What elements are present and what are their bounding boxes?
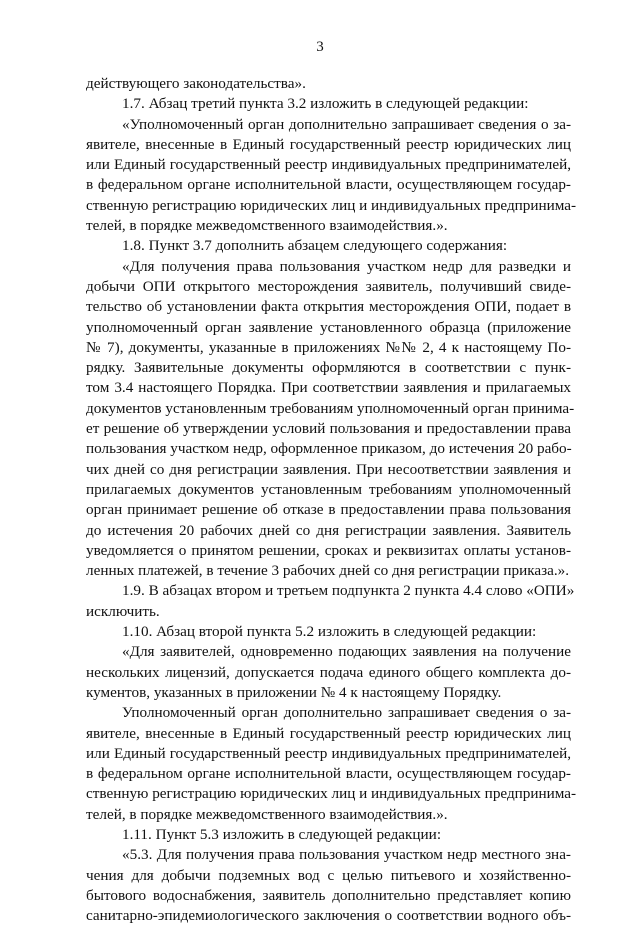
text-line: том 3.4 настоящего Порядка. При соответствии заявления и прилагаемых xyxy=(86,379,571,397)
text-line: бытового водоснабжения, заявитель дополнительно представляет копию xyxy=(86,886,571,904)
text-line: № 7), документы, указанные в приложениях №№ 2, 4 к настоящему По- xyxy=(86,338,571,356)
text-line: 1.8. Пункт 3.7 дополнить абзацем следующего содержания: xyxy=(122,237,508,255)
text-line: телей, в порядке межведомственного взаимодействия.». xyxy=(86,217,448,235)
text-line: прилагаемых документов установленным требованиям уполномоченный xyxy=(86,480,571,498)
text-line: уполномоченный орган заявление установленного образца (приложение xyxy=(86,318,571,336)
text-line: в федеральном органе исполнительной власти, осуществляющем государ- xyxy=(86,176,571,194)
text-line: кументов, указанных в приложении № 4 к настоящему Порядку. xyxy=(86,683,502,701)
text-line: исключить. xyxy=(86,602,160,620)
text-line: ет решение об утверждении условий пользования и предоставлении права xyxy=(86,420,571,438)
text-line: 1.7. Абзац третий пункта 3.2 изложить в следующей редакции: xyxy=(122,95,529,113)
text-line: добычи ОПИ открытого месторождения заявитель, получивший свиде- xyxy=(86,277,571,295)
text-line: документов установленным требованиям уполномоченный орган принима- xyxy=(86,399,575,417)
text-line: «Для заявителей, одновременно подающих заявления на получение xyxy=(122,643,571,661)
text-line: орган принимает решение об отказе в предоставлении права пользования xyxy=(86,501,571,519)
document-body xyxy=(86,74,577,926)
text-line: действующего законодательства». xyxy=(86,75,306,92)
text-line: явителе, внесенные в Единый государственный реестр юридических лиц xyxy=(86,724,571,742)
text-line: ленных платежей, в течение 3 рабочих дней со дня регистрации приказа.». xyxy=(86,562,570,580)
text-line: чих дней со дня регистрации заявления. При несоответствии заявления и xyxy=(86,460,571,478)
text-line: «Для получения права пользования участком недр для разведки и xyxy=(122,257,571,275)
text-line: пользования участком недр, оформленное приказом, до истечения 20 рабо- xyxy=(86,440,572,458)
text-line: нескольких лицензий, допускается подача единого общего комплекта до- xyxy=(86,663,571,681)
text-line: санитарно-эпидемиологического заключения о соответствии водного объ- xyxy=(86,907,571,925)
text-line: чения для добычи подземных вод с целью питьевого и хозяйственно- xyxy=(86,866,571,884)
text-line: явителе, внесенные в Единый государственный реестр юридических лиц xyxy=(86,135,571,153)
text-line: ственную регистрацию юридических лиц и индивидуальных предпринима- xyxy=(86,785,577,803)
text-line: или Единый государственный реестр индивидуальных предпринимателей, xyxy=(86,156,571,174)
text-line: 1.9. В абзацах втором и третьем подпункта 2 пункта 4.4 слово «ОПИ» xyxy=(122,582,575,600)
text-line: или Единый государственный реестр индивидуальных предпринимателей, xyxy=(86,744,571,762)
text-line: до истечения 20 рабочих дней со дня регистрации заявления. Заявитель xyxy=(86,521,571,539)
text-line: уведомляется о принятом решении, сроках и реквизитах оплаты установ- xyxy=(86,541,571,559)
text-line: рядку. Заявительные документы оформляются в соответствии с пунк- xyxy=(86,359,571,377)
text-line: «Уполномоченный орган дополнительно запрашивает сведения о за- xyxy=(122,115,571,133)
text-line: тельство об установлении факта открытия месторождения ОПИ, подает в xyxy=(86,298,571,316)
text-line: ственную регистрацию юридических лиц и индивидуальных предпринима- xyxy=(86,196,577,214)
text-line: 1.11. Пункт 5.3 изложить в следующей редакции: xyxy=(122,825,442,843)
text-line: 1.10. Абзац второй пункта 5.2 изложить в следующей редакции: xyxy=(122,623,537,641)
text-line: телей, в порядке межведомственного взаимодействия.». xyxy=(86,805,448,823)
page-number: 3 xyxy=(316,39,324,55)
text-line: в федеральном органе исполнительной власти, осуществляющем государ- xyxy=(86,765,571,783)
text-line: Уполномоченный орган дополнительно запрашивает сведения о за- xyxy=(122,704,571,722)
text-line: «5.3. Для получения права пользования участком недр местного зна- xyxy=(122,846,571,864)
